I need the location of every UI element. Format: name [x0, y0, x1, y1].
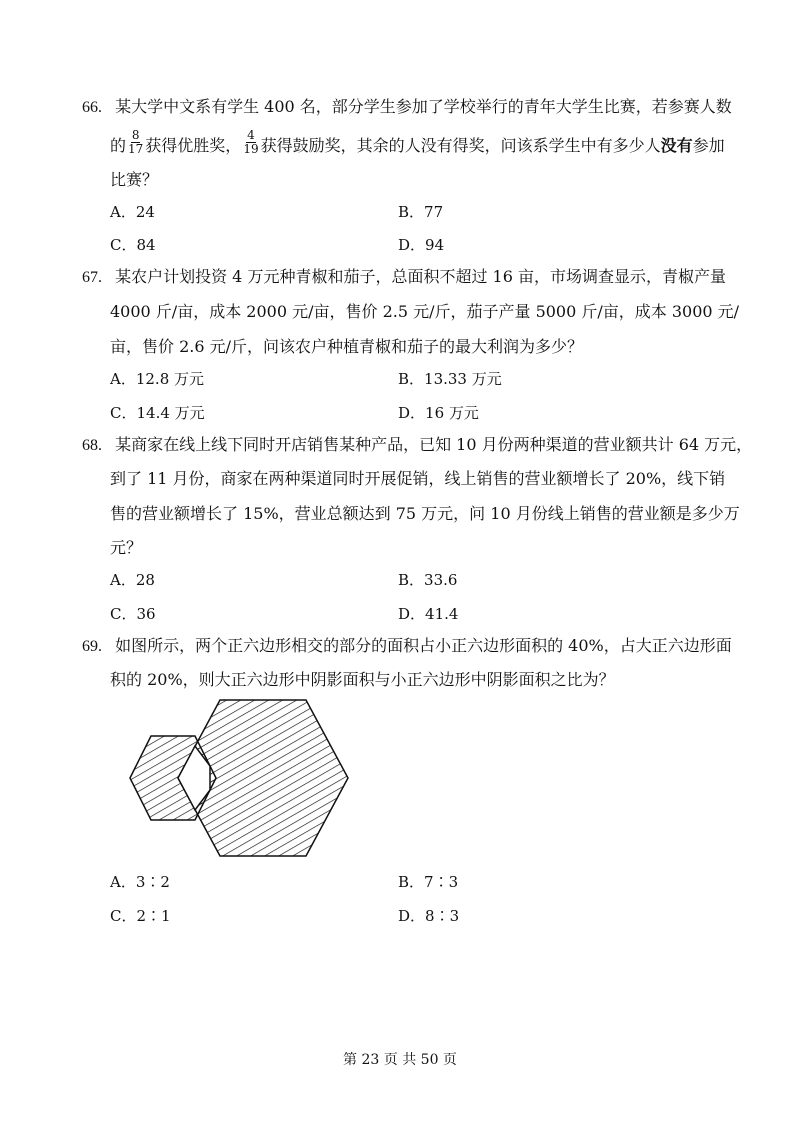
option-c[interactable]: C．36: [110, 605, 156, 623]
question-text-line: 某商家在线上线下同时开店销售某种产品，已知 10 月份两种渠道的营业额共计 64 万元，: [115, 435, 753, 454]
question-number: 66.: [82, 99, 102, 116]
option-a[interactable]: A．3∶2: [110, 873, 170, 891]
question-text-line: 某大学中文系有学生 400 名，部分学生参加了学校举行的青年大学生比赛，若参赛人数: [115, 97, 732, 116]
option-c[interactable]: C．84: [110, 236, 156, 254]
fraction: $\frac{8}{17}$: [128, 128, 144, 156]
option-b[interactable]: B．13.33 万元: [398, 370, 502, 388]
question-text-line-2: 的 $\frac{8}{17}$ 获得优胜奖， $\frac{4}{19}$ 获得鼓励奖，其余的人没有得奖，问该系学生中有多少人没有参加: [110, 128, 725, 156]
option-d[interactable]: D．41.4: [398, 605, 459, 623]
question-text-line: 售的营业额增长了 15%，营业总额达到 75 万元，问 10 月份线上销售的营业额是多少万: [110, 504, 740, 523]
question-text-line: 元？: [110, 538, 143, 557]
fraction: $\frac{4}{19}$: [243, 128, 259, 156]
option-d[interactable]: D．16 万元: [398, 404, 479, 422]
option-a[interactable]: A．12.8 万元: [110, 370, 204, 388]
question-text-line: 比赛？: [110, 170, 159, 189]
question-text-line: 亩，售价 2.6 元/斤，问该农户种植青椒和茄子的最大利润为多少？: [110, 337, 584, 356]
question-text-line: 4000 斤/亩，成本 2000 元/亩，售价 2.5 元/斤，茄子产量 5000 斤/亩，成本 3000 元/: [110, 302, 740, 321]
option-b[interactable]: B．33.6: [398, 571, 458, 589]
page-footer: 第 23 页 共 50 页: [343, 1052, 457, 1068]
question-number: 68.: [82, 437, 102, 454]
option-c[interactable]: C．14.4 万元: [110, 404, 205, 422]
question-number: 69.: [82, 638, 102, 655]
question-text-line: 某农户计划投资 4 万元种青椒和茄子，总面积不超过 16 亩，市场调查显示，青椒产量: [115, 267, 726, 286]
option-d[interactable]: D．94: [398, 236, 445, 254]
emphasis-text: 没有: [660, 136, 693, 155]
question-text-line: 到了 11 月份，商家在两种渠道同时开展促销，线上销售的营业额增长了 20%，线下销: [110, 469, 726, 488]
question-text-line: 如图所示，两个正六边形相交的部分的面积占小正六边形面积的 40%，占大正六边形面: [115, 636, 732, 655]
question-text-line: 积的 20%，则大正六边形中阴影面积与小正六边形中阴影面积之比为？: [110, 670, 615, 689]
option-b[interactable]: B．7∶3: [398, 873, 459, 891]
option-b[interactable]: B．77: [398, 203, 444, 221]
option-a[interactable]: A．28: [110, 571, 155, 589]
question-number: 67.: [82, 269, 102, 286]
option-a[interactable]: A．24: [110, 203, 155, 221]
hexagon-figure: [128, 692, 358, 862]
option-c[interactable]: C．2∶1: [110, 907, 171, 925]
option-d[interactable]: D．8∶3: [398, 907, 460, 925]
